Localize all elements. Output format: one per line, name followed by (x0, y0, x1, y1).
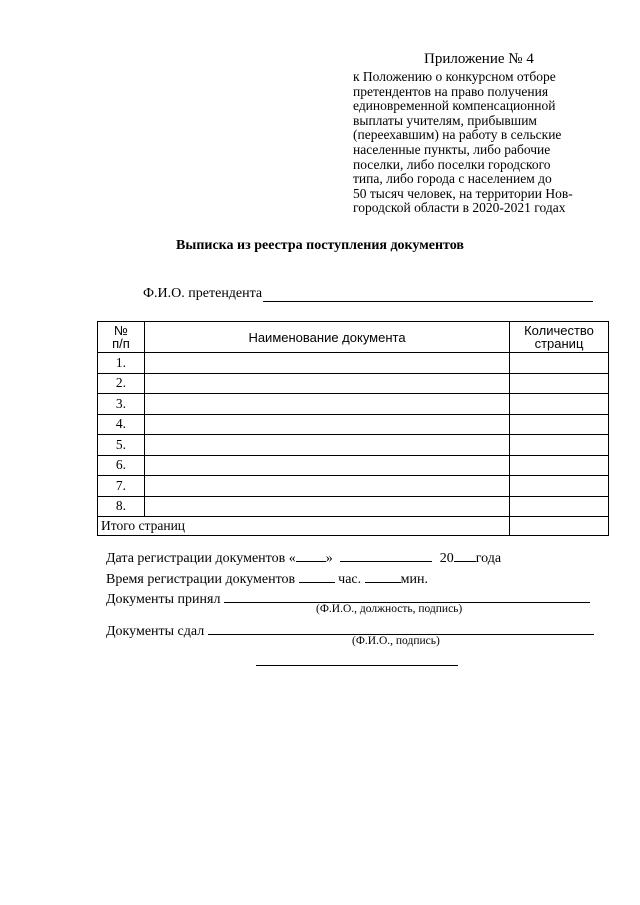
day-field[interactable] (296, 548, 326, 562)
row-number: 5. (98, 435, 145, 456)
table-row (98, 435, 609, 456)
accepted-signature-field[interactable] (224, 589, 590, 603)
header-pages-line1: Количество (524, 323, 594, 338)
page-count-cell[interactable] (510, 394, 609, 415)
page-count-cell[interactable] (510, 496, 609, 517)
year-prefix: 20 (439, 551, 454, 566)
applicant-label: Ф.И.О. претендента (143, 286, 263, 301)
header-name: Наименование документа (145, 322, 510, 353)
page-count-cell[interactable] (510, 414, 609, 435)
year-field[interactable] (454, 548, 476, 562)
header-num-line1: № (114, 323, 128, 338)
document-name-cell[interactable] (145, 496, 510, 517)
submitted-row (106, 621, 594, 640)
page-count-cell[interactable] (510, 353, 609, 374)
header-pages-line2: страниц (534, 336, 584, 351)
header-num-line2: п/п (112, 336, 130, 351)
document-name-cell[interactable] (145, 353, 510, 374)
appendix-line: к Положению о конкурсном отборе (353, 69, 556, 84)
header-num (98, 322, 145, 353)
minutes-field[interactable] (365, 569, 401, 583)
table-row (98, 353, 609, 374)
header-pages (510, 322, 609, 353)
row-number: 7. (98, 476, 145, 497)
document-name-cell[interactable] (145, 476, 510, 497)
table-header-row (98, 322, 609, 353)
table-row (98, 496, 609, 517)
row-number: 1. (98, 353, 145, 374)
row-number: 6. (98, 455, 145, 476)
row-number: 3. (98, 394, 145, 415)
row-number: 8. (98, 496, 145, 517)
minutes-label: мин. (400, 572, 428, 587)
registration-date-row (106, 548, 501, 567)
page-count-cell[interactable] (510, 476, 609, 497)
page-count-cell[interactable] (510, 373, 609, 394)
table-row (98, 455, 609, 476)
table-row (98, 476, 609, 497)
table-row (98, 414, 609, 435)
appendix-line: населенные пункты, либо рабочие (353, 141, 551, 157)
year-suffix: года (475, 551, 502, 566)
registration-date-label: Дата регистрации документов « (106, 551, 296, 566)
table-row (98, 394, 609, 415)
appendix-line: типа, либо города с населением до (353, 171, 552, 187)
registry-table (97, 321, 609, 536)
total-row (98, 517, 609, 536)
appendix-title: Приложение № 4 (424, 51, 534, 67)
document-title: Выписка из реестра поступления документов (176, 238, 464, 253)
document-name-cell[interactable] (145, 414, 510, 435)
appendix-line: (переехавшим) на работу в сельские (353, 127, 562, 143)
appendix-line: поселки, либо поселки городского (353, 156, 551, 172)
table-row (98, 373, 609, 394)
total-pages-cell[interactable] (510, 517, 609, 536)
row-number: 2. (98, 373, 145, 394)
submitted-caption: (Ф.И.О., подпись) (352, 635, 440, 647)
appendix-line: городской области в 2020-2021 годах (353, 200, 566, 216)
document-name-cell[interactable] (145, 373, 510, 394)
appendix-line: выплаты учителям, прибывшим (353, 112, 537, 128)
page-count-cell[interactable] (510, 435, 609, 456)
document-name-cell[interactable] (145, 394, 510, 415)
document-name-cell[interactable] (145, 435, 510, 456)
page-count-cell[interactable] (510, 455, 609, 476)
hours-field[interactable] (299, 569, 335, 583)
submitted-label: Документы сдал (106, 624, 205, 639)
closing-line (256, 665, 458, 666)
appendix-line: единовременной компенсационной (353, 98, 556, 114)
appendix-line: 50 тысяч человек, на территории Нов- (353, 185, 573, 201)
registration-time-row (106, 569, 428, 588)
total-label: Итого страниц (98, 517, 510, 536)
applicant-row (143, 286, 593, 302)
applicant-name-field[interactable] (263, 287, 593, 302)
document-name-cell[interactable] (145, 455, 510, 476)
accepted-caption: (Ф.И.О., должность, подпись) (316, 603, 463, 615)
appendix-line: претендентов на право получения (353, 83, 549, 99)
close-quote: » (325, 551, 333, 566)
submitted-signature-field[interactable] (208, 621, 594, 635)
appendix-text (353, 70, 623, 216)
accepted-label: Документы принял (106, 592, 221, 607)
hours-label: час. (338, 572, 362, 587)
registration-time-label: Время регистрации документов (106, 572, 296, 587)
row-number: 4. (98, 414, 145, 435)
month-field[interactable] (340, 548, 432, 562)
